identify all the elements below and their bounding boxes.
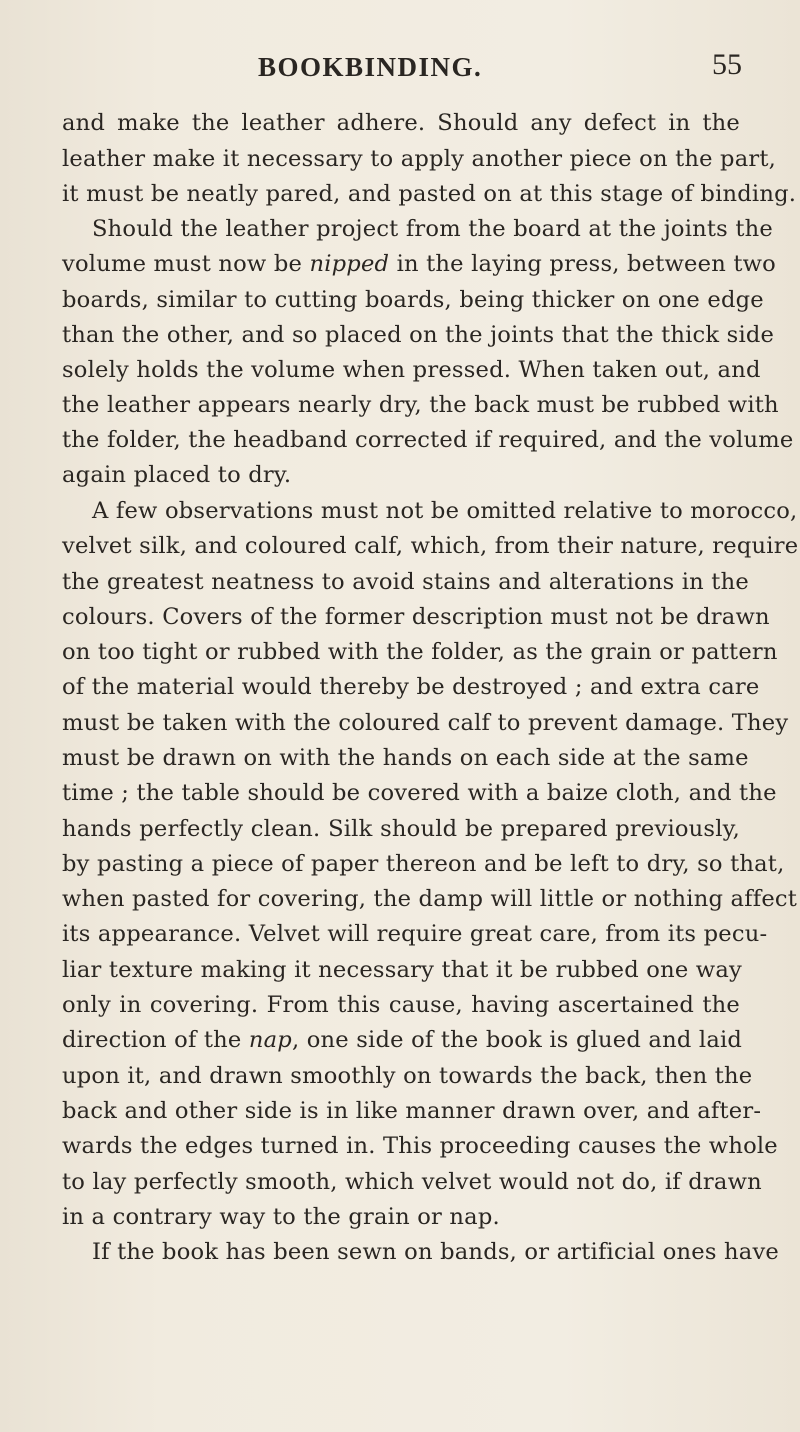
text-line: solely holds the volume when pressed. When taken out, and	[62, 357, 761, 383]
emphasis-nipped: nipped	[309, 251, 390, 277]
text-line: the folder, the headband corrected if required, and the volume	[62, 427, 794, 453]
text-span: , one side of the book is glued and laid	[291, 1027, 743, 1053]
text-line: the leather appears nearly dry, the back must be rubbed with	[62, 392, 779, 418]
text-line: If the book has been sewn on bands, or artificial ones have	[92, 1239, 779, 1265]
text-line: boards, similar to cutting boards, being thicker on one edge	[62, 287, 764, 313]
text-line: Should the leather project from the board at the joints the	[92, 216, 773, 242]
text-line	[62, 251, 776, 277]
text-line: wards the edges turned in. This proceeding causes the whole	[62, 1133, 778, 1159]
text-line: A few observations must not be omitted relative to morocco,	[92, 498, 798, 524]
text-line: only in covering. From this cause, having ascertained the	[62, 992, 740, 1018]
text-span: direction of the	[62, 1027, 249, 1053]
text-line: liar texture making it necessary that it be rubbed one way	[62, 957, 742, 983]
page-number: 55	[712, 48, 742, 81]
text-line: colours. Covers of the former description must not be drawn	[62, 604, 770, 630]
text-line: must be drawn on with the hands on each side at the same	[62, 745, 749, 771]
text-span: in the laying press, between two	[389, 251, 776, 277]
text-line: again placed to dry.	[62, 462, 292, 488]
text-line: to lay perfectly smooth, which velvet would not do, if drawn	[62, 1169, 762, 1195]
text-line: in a contrary way to the grain or nap.	[62, 1204, 500, 1230]
text-line: the greatest neatness to avoid stains and alterations in the	[62, 569, 749, 595]
text-line: back and other side is in like manner drawn over, and after-	[62, 1098, 762, 1124]
text-line: must be taken with the coloured calf to prevent damage. They	[62, 710, 789, 736]
text-line: leather make it necessary to apply another piece on the part,	[62, 146, 777, 172]
text-line: time ; the table should be covered with a baize cloth, and the	[62, 780, 777, 806]
text-line: of the material would thereby be destroyed ; and extra care	[62, 674, 760, 700]
emphasis-nap: nap	[248, 1027, 292, 1053]
text-line: upon it, and drawn smoothly on towards the back, then the	[62, 1063, 753, 1089]
text-line	[62, 1027, 743, 1053]
text-line: when pasted for covering, the damp will little or nothing affect	[62, 886, 798, 912]
text-line: it must be neatly pared, and pasted on at this stage of binding.	[62, 181, 797, 207]
text-line: hands perfectly clean. Silk should be prepared previously,	[62, 816, 740, 842]
running-head: BOOKBINDING.	[258, 52, 483, 82]
text-line: than the other, and so placed on the joints that the thick side	[62, 322, 775, 348]
text-line: on too tight or rubbed with the folder, as the grain or pattern	[62, 639, 778, 665]
text-span: volume must now be	[62, 251, 310, 277]
text-line: velvet silk, and coloured calf, which, from their nature, require	[62, 533, 799, 559]
text-line: its appearance. Velvet will require great care, from its pecu-	[62, 921, 768, 947]
text-line: and make the leather adhere. Should any defect in the	[62, 110, 740, 136]
text-line: by pasting a piece of paper thereon and be left to dry, so that,	[62, 851, 785, 877]
